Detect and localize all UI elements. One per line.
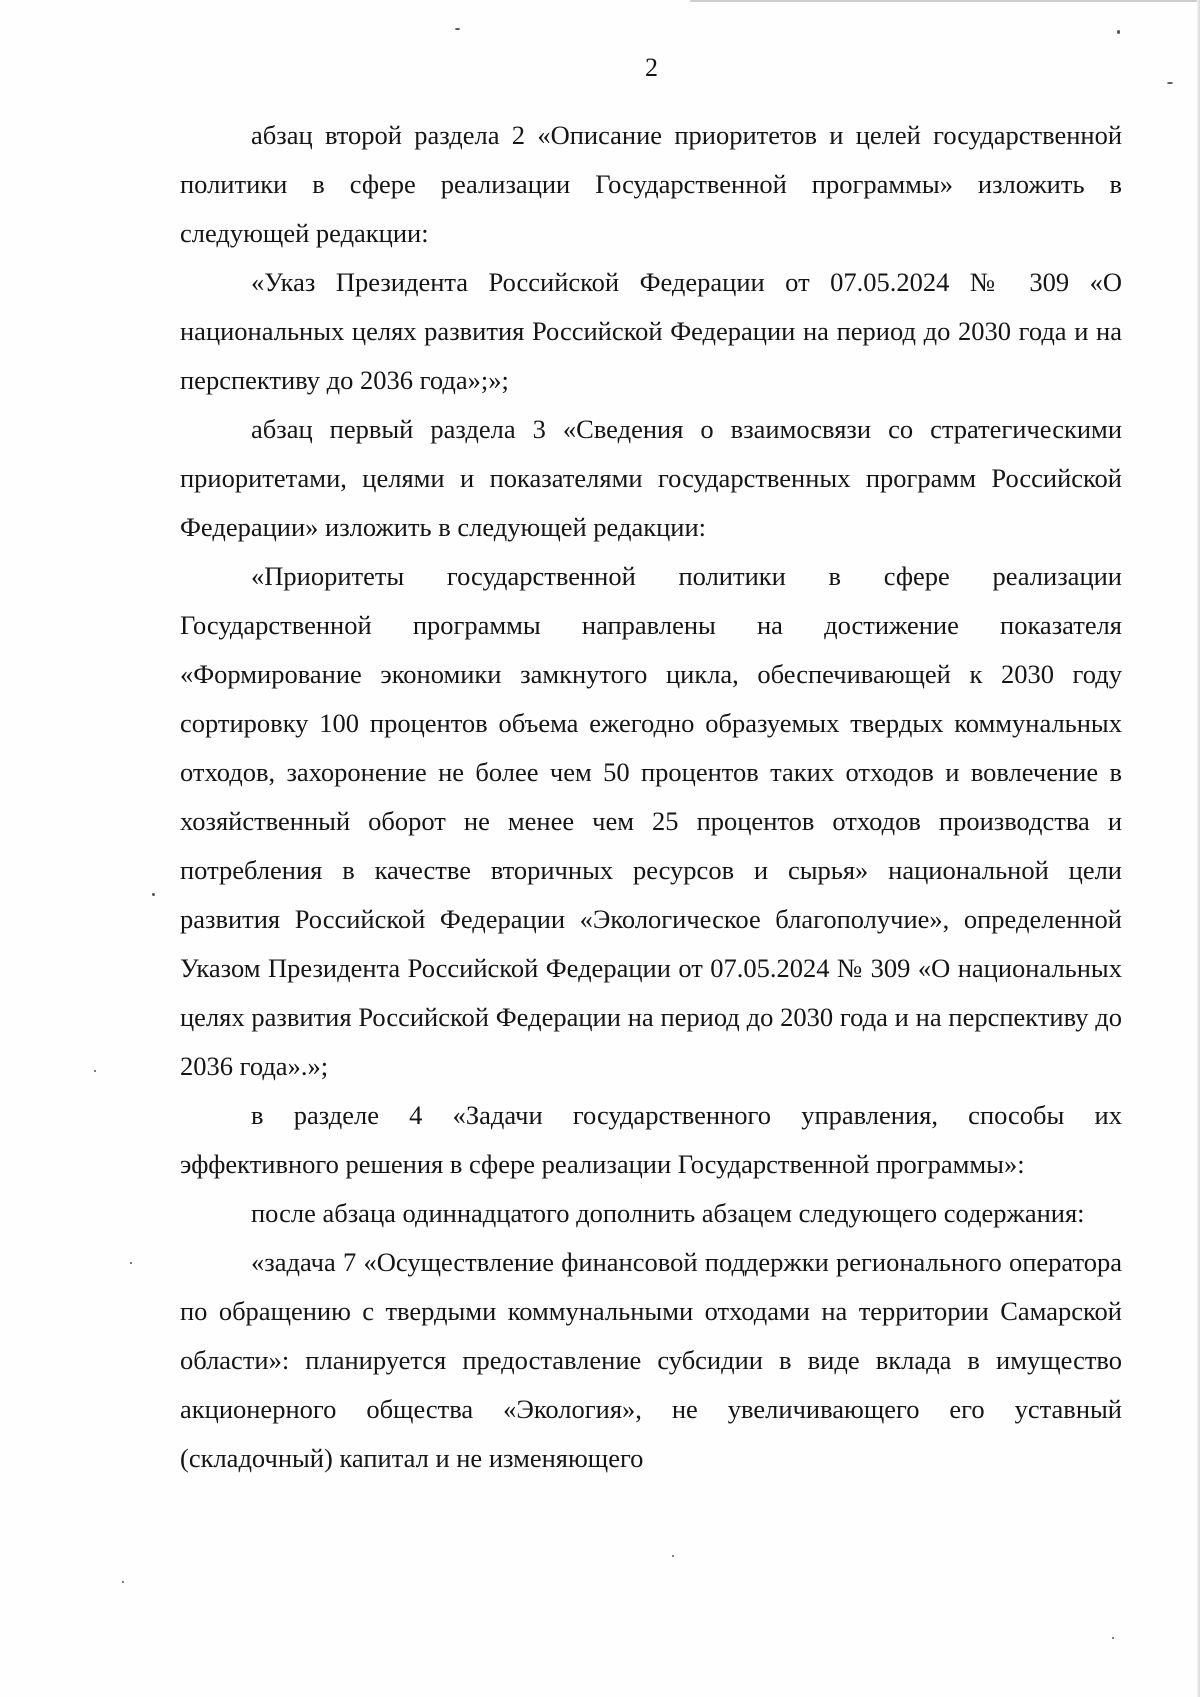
scan-speck: [1117, 30, 1120, 34]
scan-speck: [672, 1555, 674, 1557]
paragraph-amend-section-2: абзац второй раздела 2 «Описание приоритетов и целей государственной политики в сфере реализации Государственной программы» изложить в следующей редакции:: [180, 120, 1122, 248]
paragraph-add-after-eleventh: после абзаца одиннадцатого дополнить абзацем следующего содержания:: [251, 1198, 1085, 1228]
page-number: 2: [645, 53, 658, 82]
scan-speck: [122, 1581, 124, 1583]
scan-speck: [455, 28, 460, 30]
scan-speck: [94, 1070, 96, 1072]
paragraph-section-4: в разделе 4 «Задачи государственного управления, способы их эффективного решения в сфере реализации Государственной программы»:: [180, 1100, 1122, 1179]
paragraph-task-7: «задача 7 «Осуществление финансовой поддержки регионального оператора по обращению с твердыми коммунальными отходами на территории Самарской области»: планируется предоставление субсидии в виде вклада в имущество акционерного общества «Экология», не увеличивающего его уставный (складочный) капитал и не изменяющего: [180, 1247, 1122, 1473]
scan-speck: [1112, 1637, 1114, 1639]
scan-edge-top: [690, 0, 1200, 2]
scan-speck: [152, 893, 155, 896]
paragraph-decree-quote: «Указ Президента Российской Федерации от 07.05.2024 № 309 «О национальных целях развития Российской Федерации на период до 2030 года и на перспективу до 2036 года»;»;: [180, 267, 1122, 395]
scan-speck: [130, 1262, 132, 1264]
document-body: [180, 111, 1122, 1483]
paragraph-priorities-quote: «Приоритеты государственной политики в сфере реализации Государственной программы направлены на достижение показателя «Формирование экономики замкнутого цикла, обеспечивающей к 2030 году сортировку 100 процентов объема ежегодно образуемых твердых коммунальных отходов, захоронение не более чем 50 процентов таких отходов и вовлечение в хозяйственный оборот не менее чем 25 процентов отходов производства и потребления в качестве вторичных ресурсов и сырья» национальной цели развития Российской Федерации «Экологическое благополучие», определенной Указом Президента Российской Федерации от 07.05.2024 № 309 «О национальных целях развития Российской Федерации на период до 2030 года и на перспективу до 2036 года».»;: [180, 561, 1122, 1081]
paragraph-amend-section-3: абзац первый раздела 3 «Сведения о взаимосвязи со стратегическими приоритетами, целями и показателями государственных программ Российской Федерации» изложить в следующей редакции:: [180, 414, 1122, 542]
